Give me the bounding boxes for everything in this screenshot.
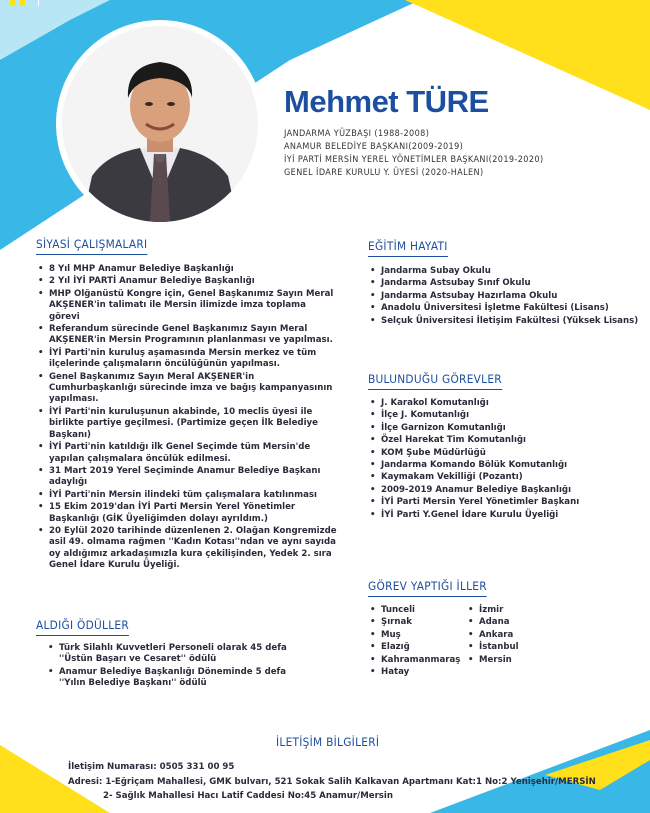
- list-item: • İlçe J. Komutanlığı: [370, 410, 640, 421]
- section-title-iletisim: İLETİŞİM BİLGİLERİ: [276, 735, 380, 749]
- list-item: • İYİ Parti'nin Mersin ilindeki tüm çalışmalara katılınması: [38, 490, 338, 501]
- title-line: ANAMUR BELEDİYE BAŞKANI(2009-2019): [284, 142, 464, 152]
- section-title-oduller: ALDIĞI ÖDÜLLER: [36, 618, 129, 636]
- person-name: Mehmet TÜRE: [284, 84, 489, 119]
- list-item: • İYİ Parti Y.Genel İdare Kurulu Üyeliği: [370, 510, 640, 521]
- list-item: • Tunceli: [370, 605, 470, 616]
- list-item: • Jandarma Komando Bölük Komutanlığı: [370, 460, 640, 471]
- list-item: • Adana: [468, 617, 558, 628]
- section-title-egitim: EĞİTİM HAYATI: [368, 239, 448, 257]
- contact-phone: İletişim Numarası: 0505 331 00 95: [68, 762, 235, 772]
- contact-address-2: 2- Sağlık Mahallesi Hacı Latif Caddesi No:45 Anamur/Mersin: [103, 791, 393, 801]
- list-item: • İYİ Parti'nin katıldığı ilk Genel Seçimde tüm Mersin'de yapılan çalışmalara öncülük edilmesi.: [38, 442, 338, 465]
- list-item: • Şırnak: [370, 617, 470, 628]
- portrait-illustration: [62, 26, 258, 222]
- list-item: • Mersin: [468, 655, 558, 666]
- list-item: • Elazığ: [370, 642, 470, 653]
- list-item: • Kaymakam Vekilliği (Pozantı): [370, 472, 640, 483]
- list-item: • Türk Silahlı Kuvvetleri Personeli olarak 45 defa ''Üstün Başarı ve Cesaret'' ödülü: [48, 643, 288, 666]
- list-item: • İYİ Parti'nin kuruluşunun akabinde, 10 meclis üyesi ile birlikte partiye geçilmesi. (Partimize geçen İlk Belediye Başkanı): [38, 407, 338, 441]
- list-item: • İYİ Parti'nin kuruluş aşamasında Mersin merkez ve tüm ilçelerinde çalışmaların öncülüğünün yapılması.: [38, 348, 338, 371]
- logo-icon: [8, 0, 48, 8]
- gorevler-list: [370, 398, 640, 522]
- oduller-list: [48, 643, 288, 691]
- list-item: • Muş: [370, 630, 470, 641]
- list-item: • İzmir: [468, 605, 558, 616]
- list-item: • İYİ Parti Mersin Yerel Yönetimler Başkanı: [370, 497, 640, 508]
- profile-photo: [62, 26, 258, 222]
- list-item: • İlçe Garnizon Komutanlığı: [370, 423, 640, 434]
- iller-col2: [468, 605, 558, 667]
- list-item: • 2009-2019 Anamur Belediye Başkanlığı: [370, 485, 640, 496]
- section-title-gorevler: BULUNDUĞU GÖREVLER: [368, 372, 502, 390]
- list-item: • Anadolu Üniversitesi İşletme Fakültesi (Lisans): [370, 303, 640, 314]
- contact-address-1: Adresi: 1-Eğriçam Mahallesi, GMK bulvarı, 521 Sokak Salih Kalkavan Apartmanı Kat:1 No:2 Yenişehir/MERSİN: [68, 777, 596, 787]
- title-line: GENEL İDARE KURULU Y. ÜYESİ (2020-HALEN): [284, 168, 484, 178]
- list-item: • Jandarma Astsubay Sınıf Okulu: [370, 278, 640, 289]
- list-item: • Jandarma Astsubay Hazırlama Okulu: [370, 291, 640, 302]
- section-title-iller: GÖREV YAPTIĞI İLLER: [368, 579, 487, 597]
- iller-col1: [370, 605, 470, 679]
- list-item: • Özel Harekat Tim Komutanlığı: [370, 435, 640, 446]
- title-line: İYİ PARTİ MERSİN YEREL YÖNETİMLER BAŞKANI(2019-2020): [284, 155, 544, 165]
- list-item: • Jandarma Subay Okulu: [370, 266, 640, 277]
- list-item: • Ankara: [468, 630, 558, 641]
- list-item: • KOM Şube Müdürlüğü: [370, 448, 640, 459]
- list-item: • 8 Yıl MHP Anamur Belediye Başkanlığı: [38, 264, 338, 275]
- list-item: • J. Karakol Komutanlığı: [370, 398, 640, 409]
- list-item: • İstanbul: [468, 642, 558, 653]
- list-item: • Referandum sürecinde Genel Başkanımız Sayın Meral AKŞENER'in Mersin Programının planlanması ve yapılması.: [38, 324, 338, 347]
- siyasi-list: [38, 264, 338, 573]
- list-item: • Kahramanmaraş: [370, 655, 470, 666]
- list-item: • Genel Başkanımız Sayın Meral AKŞENER'in Cumhurbaşkanlığı sürecinde imza ve bağış kampanyasının yapılması.: [38, 372, 338, 406]
- list-item: • MHP Olğanüstü Kongre için, Genel Başkanımız Sayın Meral AKŞENER'in talimatı ile Mersin ilimizde imza toplama görevi: [38, 289, 338, 323]
- list-item: • Selçuk Üniversitesi İletişim Fakültesi (Yüksek Lisans): [370, 316, 640, 327]
- list-item: • Hatay: [370, 667, 470, 678]
- list-item: • 15 Ekim 2019'dan İYİ Parti Mersin Yerel Yönetimler Başkanlığı (GİK Üyeliğimden dolayı ayrıldım.): [38, 502, 338, 525]
- egitim-list: [370, 266, 640, 328]
- list-item: • 2 Yıl İYİ PARTİ Anamur Belediye Başkanlığı: [38, 276, 338, 287]
- title-line: JANDARMA YÜZBAŞI (1988-2008): [284, 129, 430, 139]
- list-item: • Anamur Belediye Başkanlığı Döneminde 5 defa ''Yılın Belediye Başkanı'' ödülü: [48, 667, 288, 690]
- section-title-siyasi: SİYASİ ÇALIŞMALARI: [36, 237, 147, 255]
- list-item: • 20 Eylül 2020 tarihinde düzenlenen 2. Olağan Kongremizde asil 49. olmama rağmen ''Kadın Kotası''ndan ve aynı sayıda oy aldığımız arkadaşımızla kura çekilişinden, Yedek 2. sıra Genel İdare Kurulu Üyeliği.: [38, 526, 338, 572]
- list-item: • 31 Mart 2019 Yerel Seçiminde Anamur Belediye Başkanı adaylığı: [38, 466, 338, 489]
- titles-block: [284, 128, 544, 180]
